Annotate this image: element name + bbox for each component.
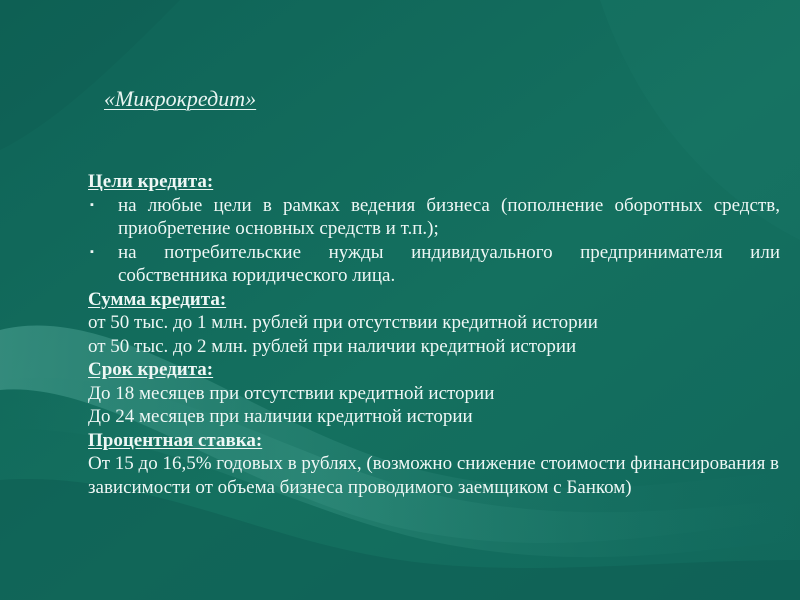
amount-heading: Сумма кредита: xyxy=(88,288,227,310)
bullet-marker-icon: ▪ xyxy=(90,198,94,211)
rate-heading: Процентная ставка: xyxy=(88,429,263,451)
amount-line-with-history: от 50 тыс. до 2 млн. рублей при наличии кредитной истории xyxy=(88,335,577,357)
slide-title: «Микрокредит» xyxy=(104,86,257,111)
slide-content xyxy=(88,170,780,499)
purpose-list xyxy=(88,194,780,288)
rate-text: От 15 до 16,5% годовых в рублях, (возможно снижение стоимости финансирования в зависимости от объема бизнеса проводимого заемщиком с Банком) xyxy=(88,453,780,498)
term-line-no-history: До 18 месяцев при отсутствии кредитной истории xyxy=(88,382,495,404)
bullet-marker-icon: ▪ xyxy=(90,245,94,258)
term-heading: Срок кредита: xyxy=(88,359,214,380)
purpose-item-text: на потребительские нужды индивидуального предпринимателя или собственника юридического лица. xyxy=(118,241,780,286)
purpose-item-text: на любые цели в рамках ведения бизнеса (пополнение оборотных средств, приобретение основных средств и т.п.); xyxy=(118,194,780,239)
purpose-heading: Цели кредита: xyxy=(88,171,214,192)
term-line-with-history: До 24 месяцев при наличии кредитной истории xyxy=(88,406,473,427)
amount-line-no-history: от 50 тыс. до 1 млн. рублей при отсутствии кредитной истории xyxy=(88,312,598,333)
purpose-item-business xyxy=(88,194,780,241)
purpose-item-consumer xyxy=(88,241,780,288)
